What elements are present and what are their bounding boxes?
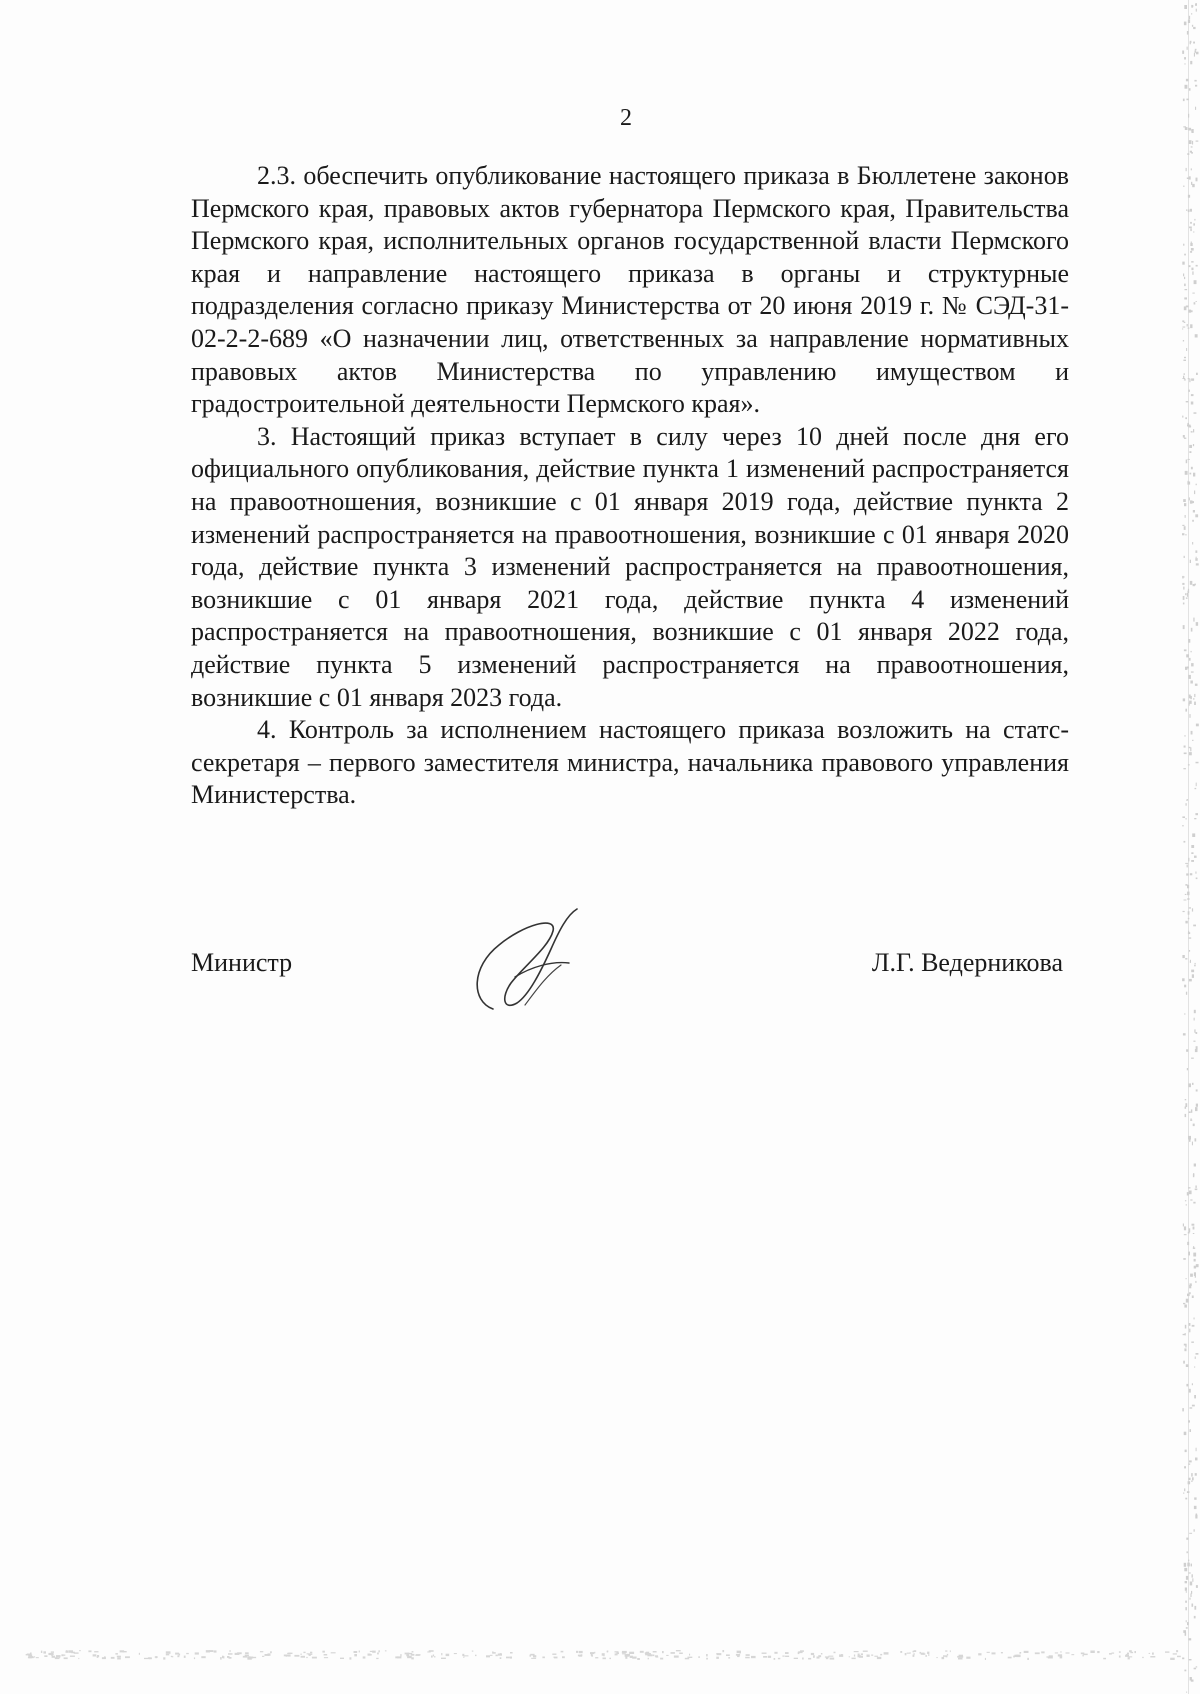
- paragraph-4: 4. Контроль за исполнением настоящего приказа возложить на статс-секретаря – первого заместителя министра, начальника правового управления Министерства.: [191, 715, 1069, 810]
- scan-bottom-noise: [20, 1650, 1190, 1660]
- page-number: 2: [620, 105, 632, 131]
- paragraph-2-3: 2.3. обеспечить опубликование настоящего приказа в Бюллетене законов Пермского края, правовых актов губернатора Пермского края, Правительства Пермского края, исполнительных органов государственной власти Пермского края и направление настоящего приказа в органы и структурные подразделения согласно приказу Министерства от 20 июня 2019 г. № СЭД-31-02-2-2-689 «О назначении лиц, ответственных за направление нормативных правовых актов Министерства по управлению имуществом и градостроительной деятельности Пермского края».: [191, 161, 1069, 419]
- signature-block: [191, 946, 1069, 986]
- document-body: [191, 160, 1069, 812]
- paragraph-3: 3. Настоящий приказ вступает в силу через 10 дней после дня его официального опубликования, действие пункта 1 изменений распространяется на правоотношения, возникшие с 01 января 2019 года, действие пункта 2 изменений распространяется на правоотношения, возникшие с 01 января 2020 года, действие пункта 3 изменений распространяется на правоотношения, возникшие с 01 января 2021 года, действие пункта 4 изменений распространяется на правоотношения, возникшие с 01 января 2022 года, действие пункта 5 изменений распространяется на правоотношения, возникшие с 01 января 2023 года.: [191, 421, 1069, 712]
- signatory-title: Министр: [191, 948, 293, 977]
- signatory-name: Л.Г. Ведерникова: [871, 948, 1063, 977]
- scan-edge-noise: [1174, 0, 1200, 1694]
- handwritten-signature: [465, 905, 595, 1015]
